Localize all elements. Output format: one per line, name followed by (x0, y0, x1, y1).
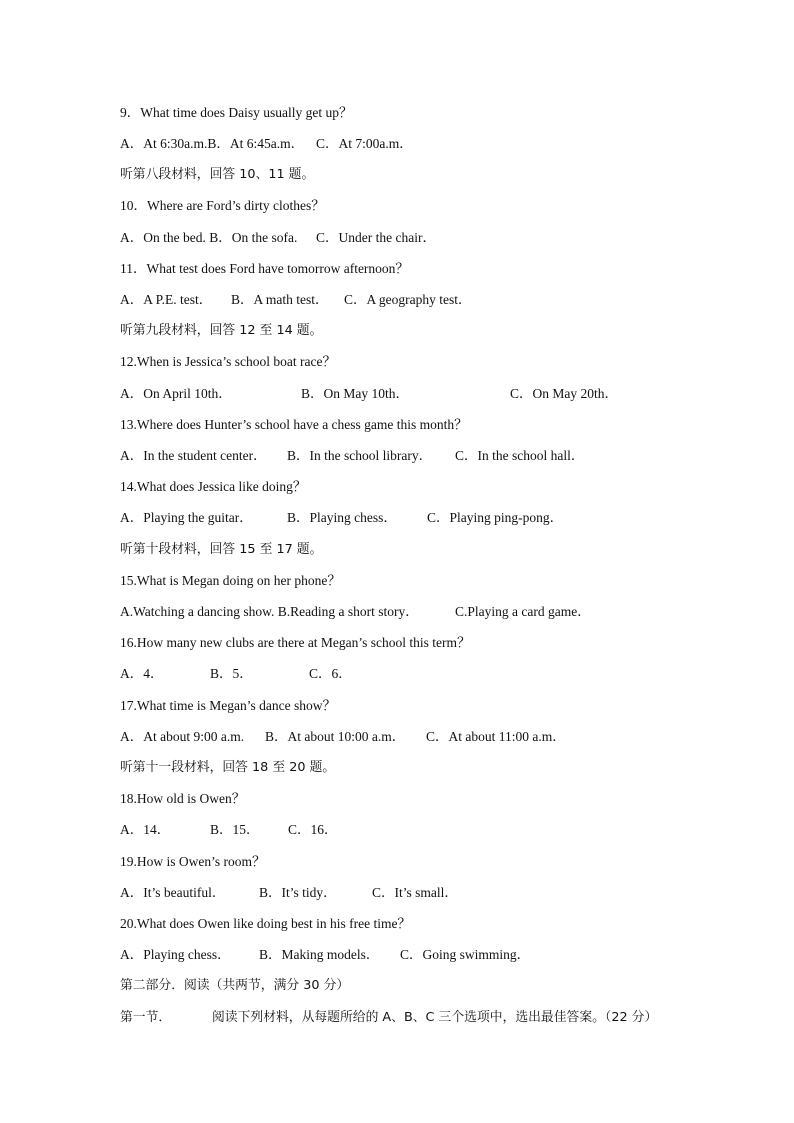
question-12: 12.When is Jessica’s school boat race？ (120, 354, 336, 369)
option-a: A．On April 10th． (120, 386, 232, 401)
question-18: 18.How old is Owen？ (120, 791, 246, 806)
option-b: B．15． (210, 822, 260, 837)
option-c: C．On May 20th． (510, 386, 618, 401)
part-two-heading: 第二部分．阅读（共两节，满分 30 分） (120, 978, 350, 993)
option-ab: A.Watching a dancing show. B.Reading a short story． (120, 604, 419, 619)
question-11: 11．What test does Ford have tomorrow afternoon？ (120, 261, 409, 276)
option-a: A．In the student center． (120, 448, 267, 463)
option-ab: A．On the bed. B．On the sofa. (120, 230, 298, 245)
section-heading-11: 听第十一段材料，回答 18 至 20 题。 (120, 760, 336, 775)
option-c: C．16． (288, 822, 338, 837)
question-15: 15.What is Megan doing on her phone？ (120, 573, 341, 588)
option-c: C．At about 11:00 a.m． (426, 729, 566, 744)
option-b: B．On May 10th． (301, 386, 409, 401)
option-b: B．A math test． (231, 292, 329, 307)
option-a: A．Playing the guitar． (120, 510, 253, 525)
option-c: C．At 7:00a.m． (316, 136, 413, 151)
option-b: B．Making models． (259, 947, 380, 962)
option-c: C．Under the chair． (316, 230, 436, 245)
section-heading-9: 听第九段材料，回答 12 至 14 题。 (120, 323, 323, 338)
question-10: 10．Where are Ford’s dirty clothes？ (120, 198, 325, 213)
option-c: C．Playing ping-pong． (427, 510, 564, 525)
option-ab: A．At 6:30a.m.B．At 6:45a.m． (120, 136, 305, 151)
section-label: 第一节． (120, 1010, 172, 1025)
option-a: A．A P.E. test． (120, 292, 213, 307)
option-a: A．It’s beautiful． (120, 885, 226, 900)
option-c: C．6． (309, 666, 352, 681)
question-20: 20.What does Owen like doing best in his free time？ (120, 916, 411, 931)
instructions-text: 阅读下列材料，从每题所给的 A、B、C 三个选项中，选出最佳答案。（22 分） (212, 1010, 658, 1025)
section-heading-10: 听第十段材料，回答 15 至 17 题。 (120, 542, 323, 557)
option-c: C.Playing a card game． (455, 604, 591, 619)
option-b: B．At about 10:00 a.m． (265, 729, 406, 744)
option-a: A．14． (120, 822, 171, 837)
question-14: 14.What does Jessica like doing？ (120, 479, 307, 494)
option-c: C．A geography test． (344, 292, 472, 307)
option-b: B．It’s tidy． (259, 885, 337, 900)
option-c: C．It’s small． (372, 885, 458, 900)
question-13: 13.Where does Hunter’s school have a chess game this month？ (120, 417, 468, 432)
question-16: 16.How many new clubs are there at Megan’s school this term？ (120, 635, 471, 650)
option-c: C．Going swimming． (400, 947, 531, 962)
option-c: C．In the school hall． (455, 448, 585, 463)
option-b: B．In the school library． (287, 448, 433, 463)
option-a: A．Playing chess． (120, 947, 231, 962)
option-a: A．At about 9:00 a.m. (120, 729, 245, 744)
option-a: A．4． (120, 666, 164, 681)
question-9: 9．What time does Daisy usually get up？ (120, 105, 353, 120)
question-17: 17.What time is Megan’s dance show？ (120, 698, 336, 713)
section-heading-8: 听第八段材料，回答 10、11 题。 (120, 167, 315, 182)
question-19: 19.How is Owen’s room？ (120, 854, 266, 869)
option-b: B．Playing chess． (287, 510, 397, 525)
option-b: B．5． (210, 666, 253, 681)
